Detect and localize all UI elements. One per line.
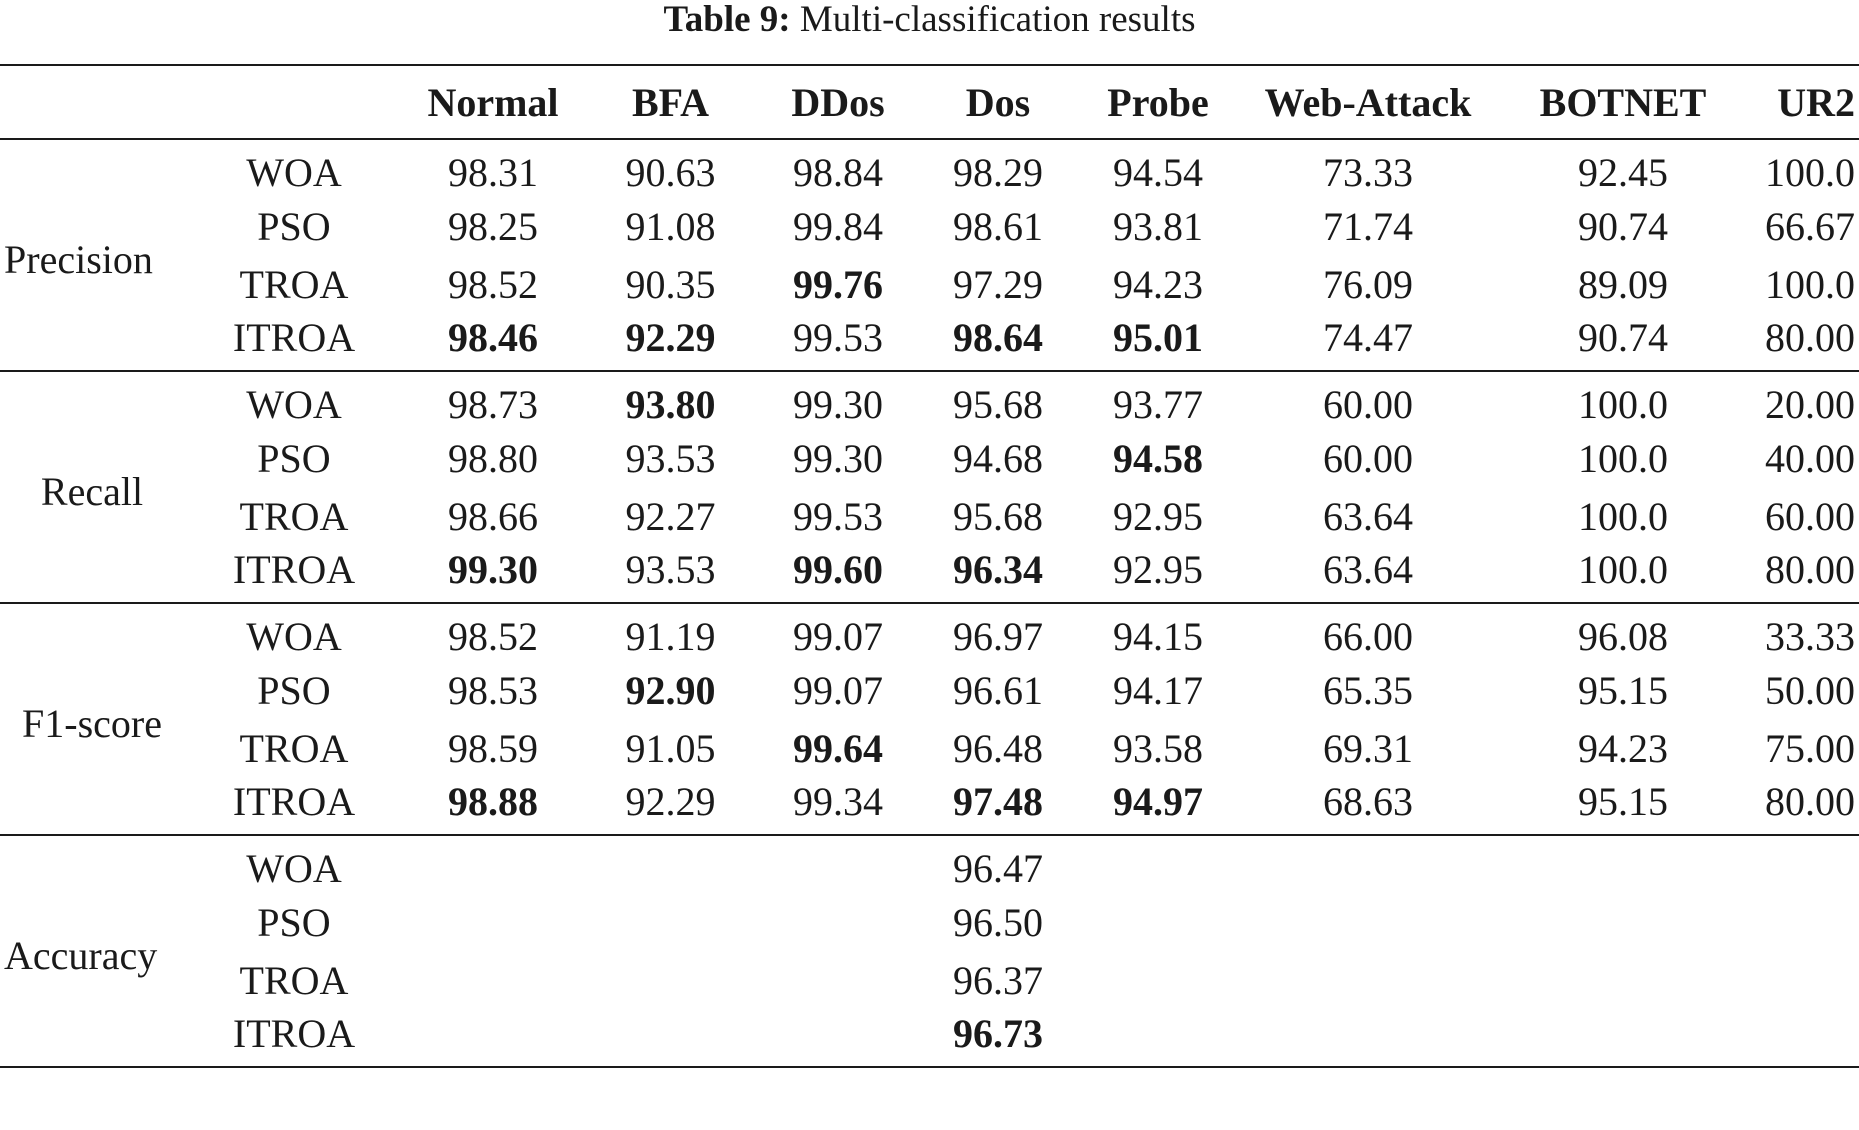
value-cell: 60.00 [1323,435,1413,481]
value-cell: 94.15 [1113,614,1203,659]
value-cell: 95.68 [953,382,1043,427]
value-cell: 66.00 [1323,614,1413,659]
value-cell: 74.47 [1323,315,1413,360]
method-label: ITROA [232,315,356,360]
value-cell: 95.15 [1578,779,1668,824]
table-row [0,255,1859,313]
value-cell: 96.34 [953,547,1043,592]
table-row [0,1009,1859,1067]
value-cell: 91.05 [625,725,716,771]
header-cell-bfa: BFA [631,79,710,125]
value-cell: 91.08 [625,203,716,249]
value-cell: 92.90 [625,667,716,713]
value-cell [1083,893,1233,951]
value-cell: 100.0 [1578,547,1668,592]
table-row [0,661,1859,719]
value-cell [578,951,763,1009]
value-cell: 94.23 [1578,725,1668,771]
value-cell [1743,951,1859,1009]
value-cell: 90.35 [625,261,716,307]
metric-label: Recall [40,468,144,514]
value-cell: 80.00 [1765,315,1855,360]
method-label: ITROA [232,1011,356,1056]
metric-group [0,371,1859,603]
value-cell [578,893,763,951]
header-cell-probe: Probe [1107,79,1209,125]
value-cell: 98.52 [448,614,538,659]
value-cell [578,835,763,893]
value-cell [763,893,913,951]
table-row [0,429,1859,487]
value-cell: 94.68 [953,435,1043,481]
method-label: TROA [239,725,349,771]
value-cell: 95.01 [1113,315,1203,360]
value-cell: 68.63 [1323,779,1413,824]
value-cell: 100.0 [1578,382,1668,427]
value-cell: 73.33 [1323,150,1413,195]
value-cell: 96.47 [953,846,1043,891]
value-cell: 96.50 [953,899,1043,945]
value-cell: 98.25 [448,203,538,249]
value-cell [1233,835,1503,893]
table-row [0,893,1859,951]
value-cell: 98.53 [448,667,538,713]
table-row [0,777,1859,835]
value-cell [1503,893,1743,951]
value-cell: 94.58 [1113,435,1203,481]
value-cell: 60.00 [1765,493,1855,539]
method-label: WOA [246,382,342,427]
method-label: PSO [257,435,331,481]
value-cell: 97.29 [953,261,1043,307]
value-cell: 91.19 [625,614,716,659]
value-cell: 99.34 [793,779,883,824]
metric-label: Precision [4,236,153,282]
value-cell: 92.27 [625,493,716,539]
value-cell: 100.0 [1765,261,1855,307]
value-cell: 99.30 [448,547,538,592]
value-cell: 69.31 [1323,725,1413,771]
method-label: ITROA [232,779,356,824]
value-cell: 97.48 [953,779,1043,824]
caption-label: Table 9: [663,0,791,40]
value-cell: 100.0 [1578,435,1668,481]
value-cell: 99.60 [793,547,883,592]
value-cell: 99.07 [793,614,883,659]
value-cell: 98.46 [448,315,538,360]
metric-group [0,835,1859,1067]
table-row [0,371,1859,429]
table-header [0,65,1859,139]
value-cell: 99.30 [793,382,883,427]
value-cell: 92.95 [1113,547,1203,592]
value-cell [408,893,578,951]
value-cell: 63.64 [1323,493,1413,539]
header-row [0,65,1859,139]
value-cell [408,835,578,893]
value-cell: 90.74 [1578,315,1668,360]
value-cell [1083,951,1233,1009]
value-cell: 99.76 [793,261,883,307]
table-row [0,835,1859,893]
value-cell: 99.07 [793,667,883,713]
method-label: TROA [239,261,349,307]
header-cell-ddos: DDos [791,79,885,125]
value-cell [408,1009,578,1067]
value-cell: 96.37 [953,957,1043,1003]
value-cell: 98.29 [953,150,1043,195]
value-cell: 93.53 [625,435,716,481]
header-cell-method [180,65,408,139]
method-label: WOA [246,846,342,891]
value-cell [1233,1009,1503,1067]
value-cell: 93.81 [1113,203,1203,249]
results-table [0,64,1859,1068]
value-cell: 96.08 [1578,614,1668,659]
value-cell: 98.84 [793,150,883,195]
value-cell: 50.00 [1765,667,1855,713]
value-cell [1503,1009,1743,1067]
value-cell: 92.95 [1113,493,1203,539]
header-cell-web-attack: Web-Attack [1264,79,1472,125]
value-cell: 99.30 [793,435,883,481]
value-cell [1503,835,1743,893]
table-row [0,951,1859,1009]
value-cell [408,951,578,1009]
value-cell: 63.64 [1323,547,1413,592]
table-row [0,545,1859,603]
header-cell-metric [0,65,180,139]
value-cell [1233,893,1503,951]
value-cell [1233,951,1503,1009]
value-cell [763,951,913,1009]
value-cell: 90.74 [1578,203,1668,249]
value-cell: 98.52 [448,261,538,307]
table-row [0,719,1859,777]
header-cell-ur2: UR2 [1777,79,1855,125]
value-cell: 93.77 [1113,382,1203,427]
value-cell: 92.29 [625,315,716,360]
value-cell: 99.84 [793,203,883,249]
method-label: WOA [246,614,342,659]
value-cell: 76.09 [1323,261,1413,307]
value-cell [1083,835,1233,893]
value-cell: 94.97 [1113,779,1203,824]
value-cell: 99.64 [793,725,883,771]
table-caption [0,0,1859,40]
value-cell [1743,893,1859,951]
value-cell: 93.80 [625,382,716,427]
value-cell [1083,1009,1233,1067]
value-cell: 94.23 [1113,261,1203,307]
method-label: PSO [257,667,331,713]
table-row [0,313,1859,371]
header-cell-normal: Normal [427,79,559,125]
value-cell: 89.09 [1578,261,1668,307]
value-cell: 92.29 [625,779,716,824]
metric-group [0,603,1859,835]
metric-label: Accuracy [4,932,158,978]
value-cell: 98.88 [448,779,538,824]
value-cell: 65.35 [1323,667,1413,713]
value-cell: 60.00 [1323,382,1413,427]
method-label: PSO [257,203,331,249]
method-label: WOA [246,150,342,195]
header-cell-botnet: BOTNET [1539,79,1707,125]
value-cell: 100.0 [1578,493,1668,539]
value-cell: 98.59 [448,725,538,771]
value-cell: 40.00 [1765,435,1855,481]
value-cell: 95.68 [953,493,1043,539]
value-cell: 93.53 [625,547,716,592]
value-cell: 99.53 [793,315,883,360]
method-label: TROA [239,493,349,539]
value-cell: 98.73 [448,382,538,427]
value-cell: 20.00 [1765,382,1855,427]
table-row [0,487,1859,545]
value-cell [578,1009,763,1067]
metric-group [0,139,1859,371]
value-cell: 98.61 [953,203,1043,249]
value-cell: 66.67 [1765,203,1855,249]
value-cell [1743,835,1859,893]
value-cell: 33.33 [1765,614,1855,659]
value-cell: 99.53 [793,493,883,539]
value-cell: 100.0 [1765,150,1855,195]
table-row [0,603,1859,661]
value-cell: 80.00 [1765,779,1855,824]
method-label: ITROA [232,547,356,592]
value-cell: 96.61 [953,667,1043,713]
value-cell [763,835,913,893]
value-cell: 93.58 [1113,725,1203,771]
value-cell [763,1009,913,1067]
value-cell: 90.63 [625,150,716,195]
header-cell-dos: Dos [965,79,1031,125]
value-cell: 98.64 [953,315,1043,360]
method-label: PSO [257,899,331,945]
value-cell: 96.48 [953,725,1043,771]
value-cell: 96.97 [953,614,1043,659]
value-cell: 92.45 [1578,150,1668,195]
value-cell: 94.17 [1113,667,1203,713]
value-cell: 80.00 [1765,547,1855,592]
value-cell: 94.54 [1113,150,1203,195]
table-row [0,197,1859,255]
value-cell [1743,1009,1859,1067]
value-cell: 71.74 [1323,203,1413,249]
caption-text: Multi-classification results [799,0,1196,40]
value-cell: 96.73 [953,1011,1043,1056]
value-cell [1503,951,1743,1009]
metric-label: F1-score [22,700,162,746]
value-cell: 98.31 [448,150,538,195]
value-cell: 98.66 [448,493,538,539]
value-cell: 98.80 [448,435,538,481]
value-cell: 95.15 [1578,667,1668,713]
table-row [0,139,1859,197]
method-label: TROA [239,957,349,1003]
value-cell: 75.00 [1765,725,1855,771]
